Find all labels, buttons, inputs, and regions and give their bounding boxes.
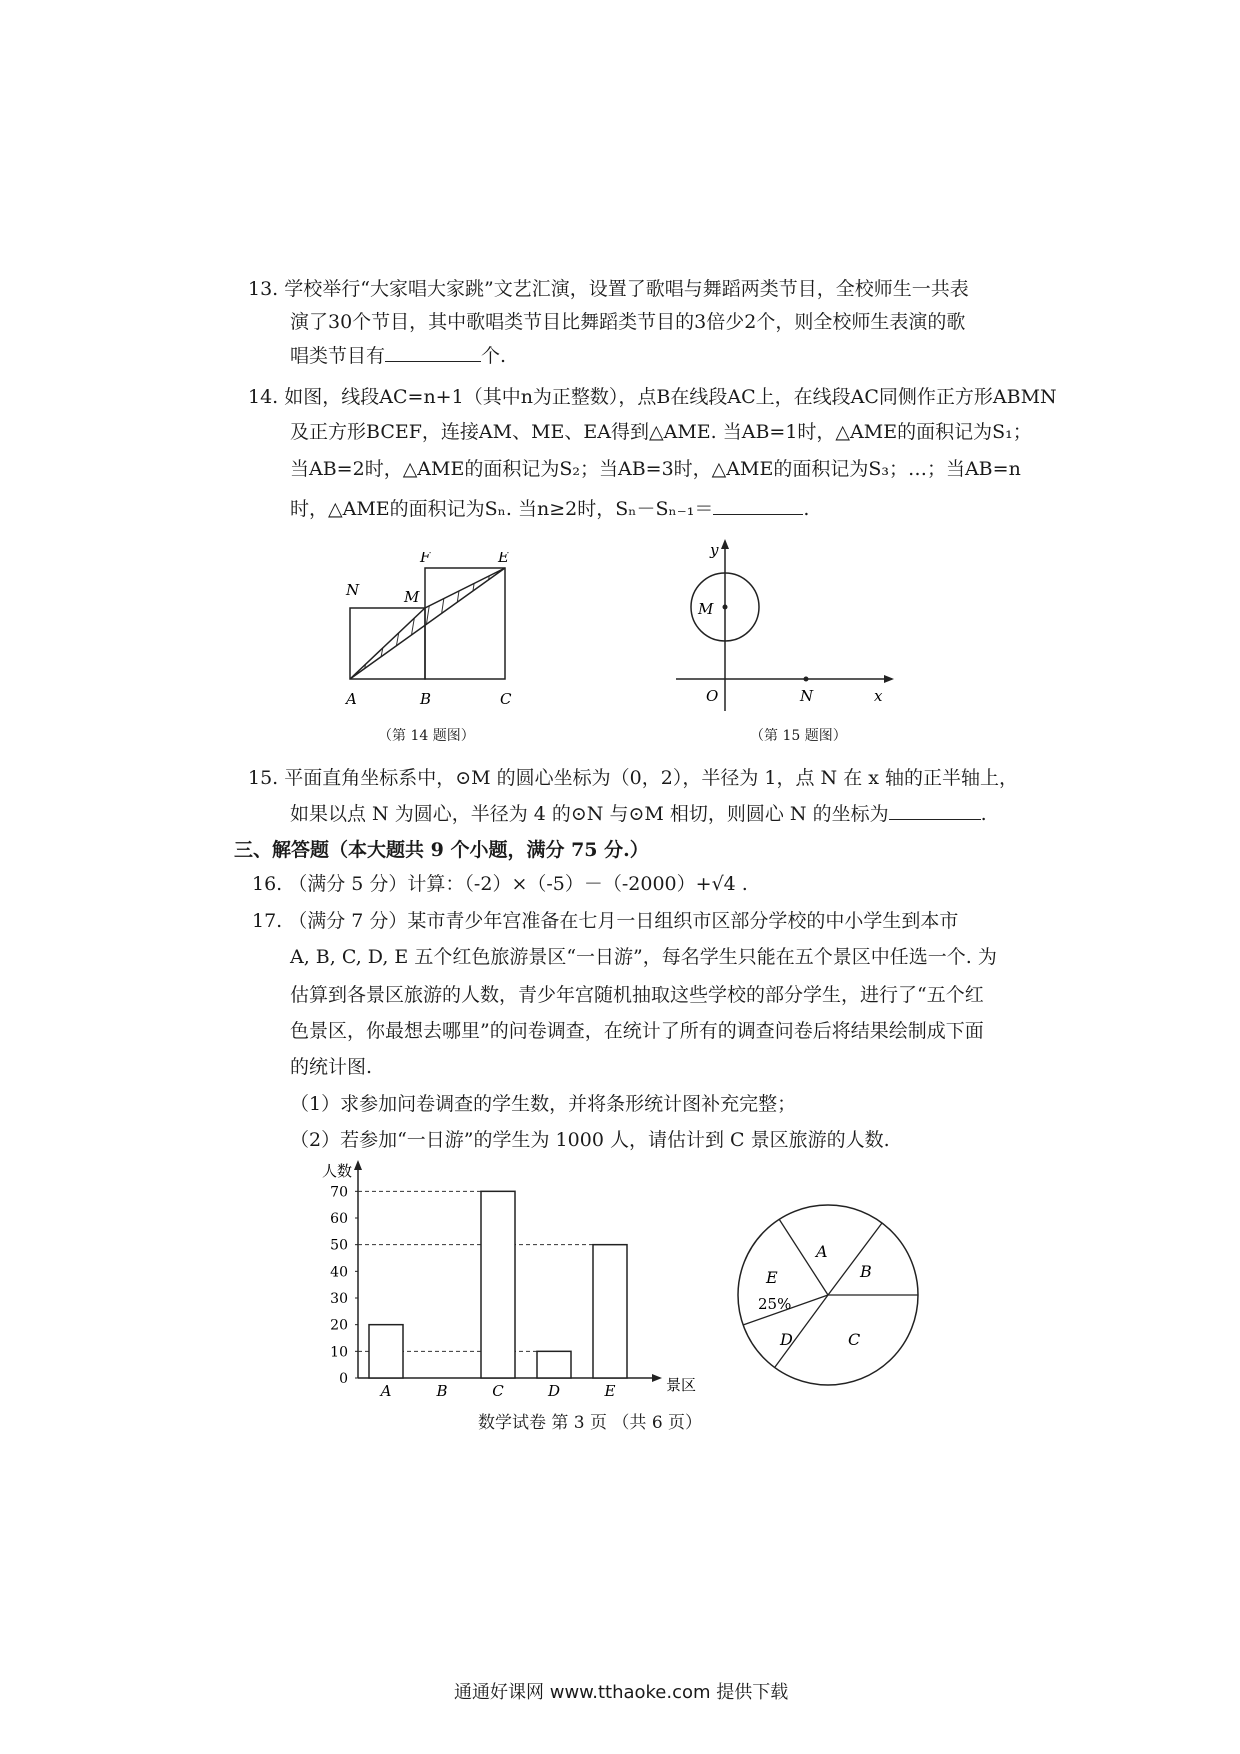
bar-chart-y-axis-arrow [354,1160,362,1170]
x-axis-arrow [884,675,894,683]
figure-14-caption: （第 14 题图） [378,728,475,744]
q16-line [252,871,748,897]
bar-chart-y-tick-label: 10 [330,1344,348,1361]
site-footer: 通通好课网 www.tthaoke.com 提供下载 [454,1682,789,1703]
q13-text-3b: 个. [481,345,507,367]
q14-text-4a: 时，△AME的面积记为Sₙ. 当n≥2时，Sₙ－Sₙ₋₁＝ [290,498,714,520]
q15-answer-blank[interactable] [889,801,981,820]
bar-c [481,1191,515,1378]
bar-chart-y-label: 人数 [322,1162,353,1180]
q17-line5: 的统计图. [290,1056,373,1078]
bar-chart-x-tick-label: A [380,1382,392,1398]
label-o: O [706,687,719,705]
q14-line4 [290,496,809,522]
bar-chart-x-tick-label: D [547,1382,561,1398]
q15-text-1: 平面直角坐标系中，⊙M 的圆心坐标为（0，2），半径为 1，点 N 在 x 轴的正半轴上， [284,767,1018,789]
pie-divider-ab [828,1223,882,1295]
figure-15 [670,535,900,720]
q13-line2: 演了30个节目，其中歌唱类节目比舞蹈类节目的3倍少2个，则全校师生表演的歌 [290,311,966,333]
label-n: N [346,581,360,599]
pie-label-c: C [848,1330,861,1349]
bar-chart-y-tick-label: 50 [330,1237,348,1254]
q14-line1 [248,384,1057,410]
q17-text-1: （满分 7 分）某市青少年宫准备在七月一日组织市区部分学校的中小学生到本市 [288,910,959,932]
label-x: x [874,687,883,705]
bar-chart-bars [369,1191,627,1378]
q17-number: 17. [252,910,283,932]
bar-chart-y-tick-label: 0 [339,1371,348,1387]
q17-line3: 估算到各景区旅游的人数，青少年宫随机抽取这些学校的部分学生，进行了“五个红 [290,984,984,1006]
q14-answer-blank[interactable] [713,496,803,515]
bar-chart-x-ticks [379,1382,616,1398]
label-f: F [420,552,431,566]
pie-label-a: A [816,1242,828,1261]
label-m: M [404,588,420,606]
pie-chart [728,1195,928,1395]
bar-chart-y-tick-label: 20 [330,1317,348,1334]
page-footer: 数学试卷 第 3 页 （共 6 页） [478,1413,703,1433]
q15-number: 15. [248,767,279,789]
section-3-heading: 三、解答题（本大题共 9 个小题，满分 75 分.） [234,839,649,861]
bar-chart-x-axis-arrow [652,1374,662,1382]
q15-line1 [248,765,1018,791]
point-n [804,677,809,682]
label-m: M [698,600,714,618]
q16-number: 16. [252,873,283,895]
q13-text-3a: 唱类节目有 [290,345,386,367]
q14-text-4b: . [803,498,810,520]
q17-sub2: （2）若参加“一日游”的学生为 1000 人，请估计到 C 景区旅游的人数. [290,1129,890,1151]
triangle-ame [350,568,505,679]
bar-chart-y-ticks [330,1184,358,1387]
q15-text-2a: 如果以点 N 为圆心，半径为 4 的⊙N 与⊙M 相切，则圆心 N 的坐标为 [290,803,889,825]
q17-line1 [252,908,958,934]
q14-text-1: 如图，线段AC=n+1（其中n为正整数），点B在线段AC上，在线段AC同侧作正方形ABMN [284,386,1057,408]
q17-line2: A, B, C, D, E 五个红色旅游景区“一日游”，每名学生只能在五个景区中任选一个. 为 [290,946,997,968]
q16-text: （满分 5 分）计算：（-2）×（-5）－（-2000）+√4 . [288,873,748,895]
label-e: E [498,552,509,566]
pie-label-e: E [766,1268,778,1287]
pie-label-d: D [780,1330,793,1349]
q17-line4: 色景区，你最想去哪里”的问卷调查，在统计了所有的调查问卷后将结果绘制成下面 [290,1020,984,1042]
bar-a [369,1325,403,1378]
q13-answer-blank[interactable] [385,343,481,362]
bar-chart-y-tick-label: 70 [330,1184,348,1201]
q13-text-1: 学校举行“大家唱大家跳”文艺汇演，设置了歌唱与舞蹈两类节目，全校师生一共表 [284,278,969,300]
q15-line2 [290,801,987,827]
bar-chart-y-tick-label: 60 [330,1211,348,1227]
figure-14 [340,552,540,717]
bar-chart-y-tick-label: 40 [330,1264,348,1281]
bar-e [593,1245,627,1378]
pie-label-e-percent: 25% [758,1295,792,1313]
q14-number: 14. [248,386,279,408]
square-bcef [425,568,505,679]
bar-chart-x-label: 景区 [666,1376,697,1394]
bar-d [537,1351,571,1378]
q15-text-2b: . [980,803,987,825]
label-c: C [500,690,512,708]
label-a: A [346,690,357,708]
figure-15-caption: （第 15 题图） [750,728,847,744]
bar-chart-y-tick-label: 30 [330,1291,348,1307]
q13-line3 [290,343,506,369]
q13-number: 13. [248,278,279,300]
pie-label-b: B [860,1262,872,1281]
bar-chart [312,1158,712,1398]
label-y: y [710,541,719,559]
q14-line2: 及正方形BCEF，连接AM、ME、EA得到△AME. 当AB=1时，△AME的面积记为S₁； [290,421,1032,443]
bar-chart-x-tick-label: E [604,1382,616,1398]
q14-line3: 当AB=2时，△AME的面积记为S₂；当AB=3时，△AME的面积记为S₃；…；当AB=n [290,458,1021,480]
y-axis-arrow [721,539,729,549]
label-b: B [420,690,432,708]
q17-sub1: （1）求参加问卷调查的学生数，并将条形统计图补充完整； [290,1093,797,1115]
label-n: N [800,687,814,705]
bar-chart-x-tick-label: B [436,1382,448,1398]
bar-chart-x-tick-label: C [492,1382,504,1398]
q13-line1 [248,276,969,302]
center-m [723,605,728,610]
